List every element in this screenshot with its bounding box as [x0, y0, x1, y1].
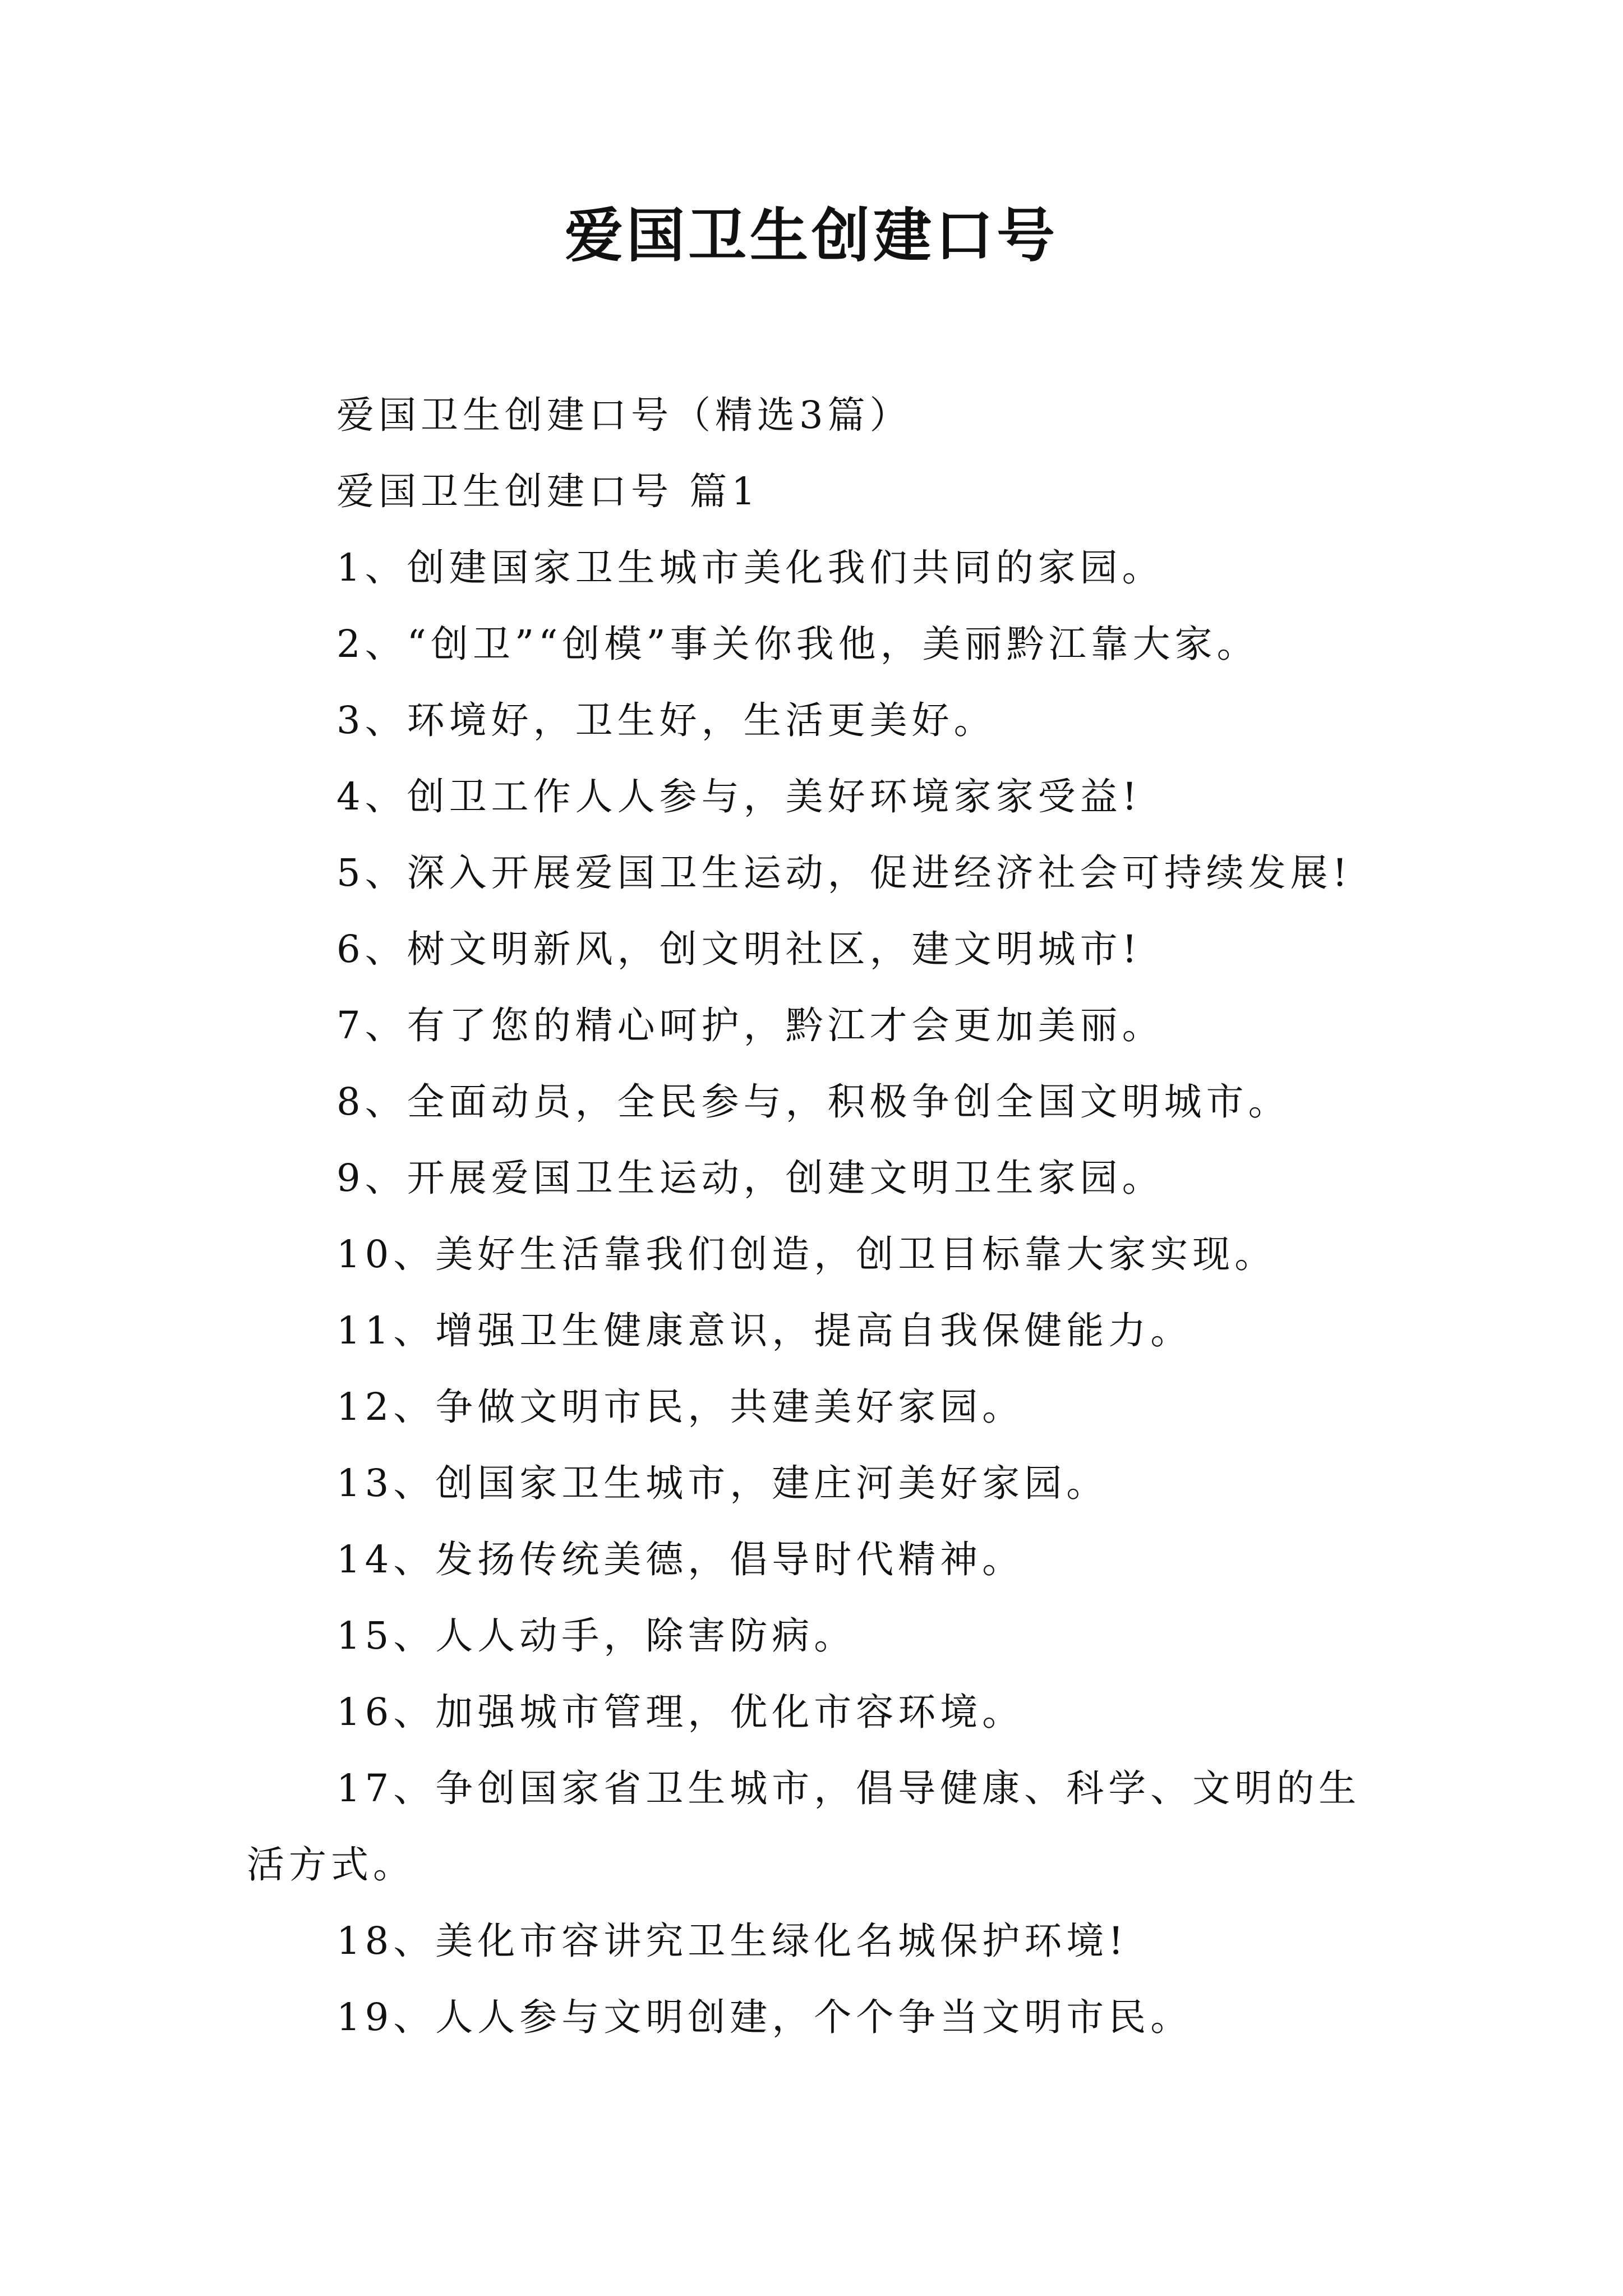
document-body [247, 377, 1380, 2055]
document-title: 爱国卫生创建口号 [564, 201, 1058, 270]
slogan-item: 17、争创国家省卫生城市，倡导健康、科学、文明的生活方式。 [247, 1766, 1361, 1887]
slogan-item: 12、争做文明市民，共建美好家园。 [336, 1385, 1025, 1429]
slogan-item: 19、人人参与文明创建，个个争当文明市民。 [336, 1995, 1193, 2039]
slogan-item: 9、开展爱国卫生运动，创建文明卫生家园。 [336, 1156, 1164, 1200]
slogan-item: 13、创国家卫生城市，建庄河美好家园。 [336, 1461, 1109, 1505]
slogan-item: 16、加强城市管理，优化市容环境。 [336, 1690, 1025, 1734]
slogan-item: 18、美化市容讲究卫生绿化名城保护环境! [336, 1919, 1128, 1963]
slogan-item: 2、“创卫”“创模”事关你我他，美丽黔江靠大家。 [336, 622, 1259, 666]
slogan-item: 8、全面动员，全民参与，积极争创全国文明城市。 [336, 1080, 1290, 1124]
slogan-item: 5、深入开展爱国卫生运动，促进经济社会可持续发展! [336, 851, 1352, 895]
slogan-item: 14、发扬传统美德，倡导时代精神。 [336, 1538, 1025, 1581]
slogan-item: 15、人人动手，除害防病。 [336, 1614, 856, 1658]
slogan-item: 6、树文明新风，创文明社区，建文明城市! [336, 927, 1142, 971]
slogan-item: 4、创卫工作人人参与，美好环境家家受益! [336, 775, 1142, 818]
slogan-item: 1、创建国家卫生城市美化我们共同的家园。 [336, 546, 1164, 590]
slogan-item: 10、美好生活靠我们创造，创卫目标靠大家实现。 [336, 1232, 1277, 1276]
section-heading: 爱国卫生创建口号 篇1 [336, 470, 760, 513]
slogan-item: 3、环境好，卫生好，生活更美好。 [336, 698, 996, 742]
slogan-item: 11、增强卫生健康意识，提高自我保健能力。 [336, 1309, 1193, 1352]
slogan-item: 7、有了您的精心呵护，黔江才会更加美丽。 [336, 1004, 1164, 1047]
document-subtitle: 爱国卫生创建口号（精选3篇） [336, 393, 912, 437]
